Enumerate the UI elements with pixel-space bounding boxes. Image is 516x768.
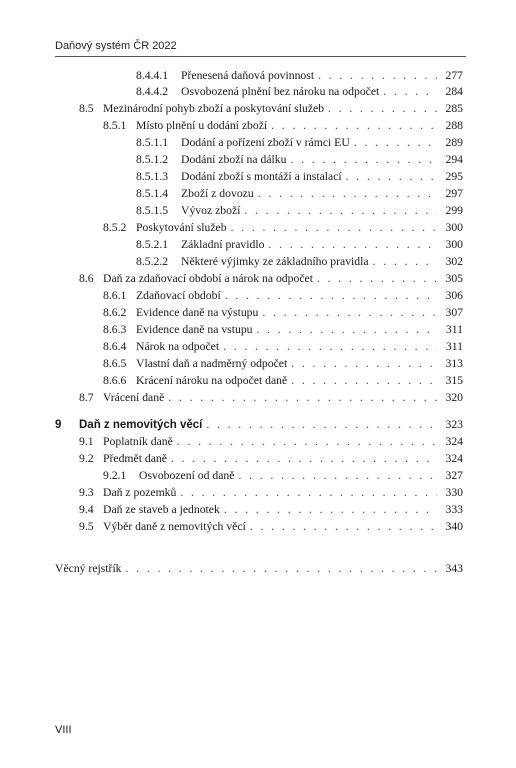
toc-entry (55, 83, 463, 100)
toc-number: 8.5.1.3 (136, 170, 169, 183)
toc-title: Základní pravidlo (181, 238, 265, 251)
toc-page: 307 (445, 306, 463, 319)
toc-leader (258, 185, 437, 202)
toc-title: Vrácení daně (103, 391, 165, 404)
toc-entry (55, 185, 463, 202)
toc-entry (55, 168, 463, 185)
toc-title: Vlastní daň a nadměrný odpočet (136, 357, 288, 370)
toc-chapter-entry (55, 416, 463, 433)
toc-page: 277 (445, 69, 463, 82)
toc-entry (55, 433, 463, 450)
toc-title: Mezinárodní pohyb zboží a poskytování služeb (103, 102, 325, 115)
toc-entry (55, 355, 463, 372)
toc-title: Dodání zboží na dálku (181, 153, 287, 166)
toc-leader (317, 270, 437, 287)
toc-leader (373, 253, 437, 270)
toc-entry (55, 100, 463, 117)
toc-title: Zdaňovací období (136, 289, 221, 302)
toc-number: 9.5 (79, 520, 94, 533)
toc-page: 285 (445, 102, 463, 115)
toc-number: 8.4.4.1 (136, 69, 169, 82)
toc-leader (291, 355, 437, 372)
header-rule (55, 56, 466, 57)
toc-title: Místo plnění u dodání zboží (136, 119, 268, 132)
toc-title: Daň z pozemků (103, 486, 177, 499)
toc-number: 8.4.4.2 (136, 85, 169, 98)
toc-title: Výběr daně z nemovitých věcí (103, 520, 246, 533)
toc-number: 9.4 (79, 503, 94, 516)
toc-leader (224, 501, 437, 518)
toc-number: 8.6 (79, 272, 94, 285)
toc-entry (55, 304, 463, 321)
toc-number: 9.2.1 (103, 469, 127, 482)
toc-number: 8.6.1 (103, 289, 127, 302)
toc-number: 8.6.2 (103, 306, 127, 319)
toc-number: 8.5.1 (103, 119, 127, 132)
toc-page: 324 (445, 452, 463, 465)
toc-number: 8.7 (79, 391, 94, 404)
toc-number: 8.5.1.4 (136, 187, 169, 200)
toc-page: 302 (445, 255, 463, 268)
toc-leader (268, 236, 437, 253)
toc-title: Evidence daně na výstupu (136, 306, 259, 319)
toc-number: 8.5 (79, 102, 94, 115)
toc-title: Předmět daně (103, 452, 167, 465)
toc-number: 8.5.2.2 (136, 255, 169, 268)
toc-leader (244, 202, 437, 219)
toc-page: 343 (445, 562, 463, 575)
toc-entry (55, 202, 463, 219)
toc-title: Poplatník daně (103, 435, 173, 448)
toc-title: Osvobození od daně (139, 469, 235, 482)
toc-leader (168, 389, 437, 406)
toc-page: 284 (445, 85, 463, 98)
toc-page: 333 (445, 503, 463, 516)
page-number: VIII (55, 724, 72, 736)
toc-entry (55, 389, 463, 406)
toc-entry (55, 270, 463, 287)
toc-entry (55, 372, 463, 389)
toc-leader (318, 67, 437, 84)
toc-page: 288 (445, 119, 463, 132)
toc-entry (55, 287, 463, 304)
toc-title: Přenesená daňová povinnost (181, 69, 315, 82)
toc-title: Nárok na odpočet (136, 340, 220, 353)
toc-page: 320 (445, 391, 463, 404)
toc-leader (223, 338, 437, 355)
toc-title: Daň ze staveb a jednotek (103, 503, 220, 516)
toc-title: Dodání a pořízení zboží v rámci EU (181, 136, 350, 149)
toc-number: 8.6.4 (103, 340, 127, 353)
toc-page: 289 (445, 136, 463, 149)
toc-page: 313 (445, 357, 463, 370)
toc-leader (290, 151, 437, 168)
toc-page: 294 (445, 153, 463, 166)
toc-number: 8.6.6 (103, 374, 127, 387)
toc-title: Dodání zboží s montáží a instalací (181, 170, 342, 183)
toc-page: 323 (445, 418, 463, 431)
toc-title: Zboží z dovozu (181, 187, 254, 200)
toc-leader (250, 518, 437, 535)
toc-number: 8.6.3 (103, 323, 127, 336)
toc-leader (231, 219, 437, 236)
toc-title: Osvobozená plnění bez nároku na odpočet (181, 85, 380, 98)
toc-number: 8.6.5 (103, 357, 127, 370)
toc-title: Vývoz zboží (181, 204, 241, 217)
toc-entry (55, 117, 463, 134)
toc-title: Evidence daně na vstupu (136, 323, 253, 336)
toc-chapter-number: 9 (55, 419, 62, 431)
toc-leader (346, 168, 437, 185)
toc-leader (126, 560, 437, 577)
toc-leader (271, 117, 437, 134)
toc-leader (171, 450, 437, 467)
toc-entry (55, 501, 463, 518)
toc-page: 300 (445, 238, 463, 251)
toc-leader (354, 134, 437, 151)
toc-page: 295 (445, 170, 463, 183)
toc-number: 8.5.2 (103, 221, 127, 234)
toc-page: 311 (445, 340, 463, 353)
toc-entry (55, 219, 463, 236)
running-header: Daňový systém ČR 2022 (55, 40, 177, 52)
toc-entry (55, 484, 463, 501)
toc-entry (55, 67, 463, 84)
toc-page: 311 (445, 323, 463, 336)
toc-entry (55, 450, 463, 467)
toc-entry (55, 321, 463, 338)
toc-entry (55, 467, 463, 484)
toc-leader (180, 484, 437, 501)
toc-page: 330 (445, 486, 463, 499)
toc-page: 324 (445, 435, 463, 448)
toc-page: 299 (445, 204, 463, 217)
toc-page: 300 (445, 221, 463, 234)
toc-leader (328, 100, 437, 117)
toc-number: 8.5.1.2 (136, 153, 169, 166)
toc-chapter-title: Daň z nemovitých věcí (79, 419, 203, 431)
toc-page: 305 (445, 272, 463, 285)
toc-page: 297 (445, 187, 463, 200)
toc-leader (238, 467, 437, 484)
toc-number: 8.5.1.1 (136, 136, 169, 149)
toc-title: Poskytování služeb (136, 221, 227, 234)
toc-leader (257, 321, 437, 338)
toc-leader (383, 83, 437, 100)
toc-page: 327 (445, 469, 463, 482)
toc-entry (55, 338, 463, 355)
toc-entry (55, 151, 463, 168)
toc-number: 8.5.1.5 (136, 204, 169, 217)
toc-leader (206, 416, 437, 433)
toc-entry (55, 253, 463, 270)
toc-entry (55, 236, 463, 253)
toc-number: 9.2 (79, 452, 94, 465)
toc-entry (55, 134, 463, 151)
toc-number: 9.3 (79, 486, 94, 499)
toc-leader (225, 287, 437, 304)
toc-title: Některé výjimky ze základního pravidla (181, 255, 369, 268)
toc-leader (177, 433, 437, 450)
toc-number: 9.1 (79, 435, 94, 448)
toc-page: 315 (445, 374, 463, 387)
toc-entry (55, 518, 463, 535)
toc-title: Věcný rejstřík (55, 562, 122, 575)
toc-title: Krácení nároku na odpočet daně (136, 374, 288, 387)
toc-page: 340 (445, 520, 463, 533)
toc-title: Daň za zdaňovací období a nárok na odpočet (103, 272, 313, 285)
toc-leader (291, 372, 437, 389)
toc-page: 306 (445, 289, 463, 302)
toc-number: 8.5.2.1 (136, 238, 169, 251)
toc-leader (262, 304, 437, 321)
toc-index-entry (55, 560, 463, 577)
